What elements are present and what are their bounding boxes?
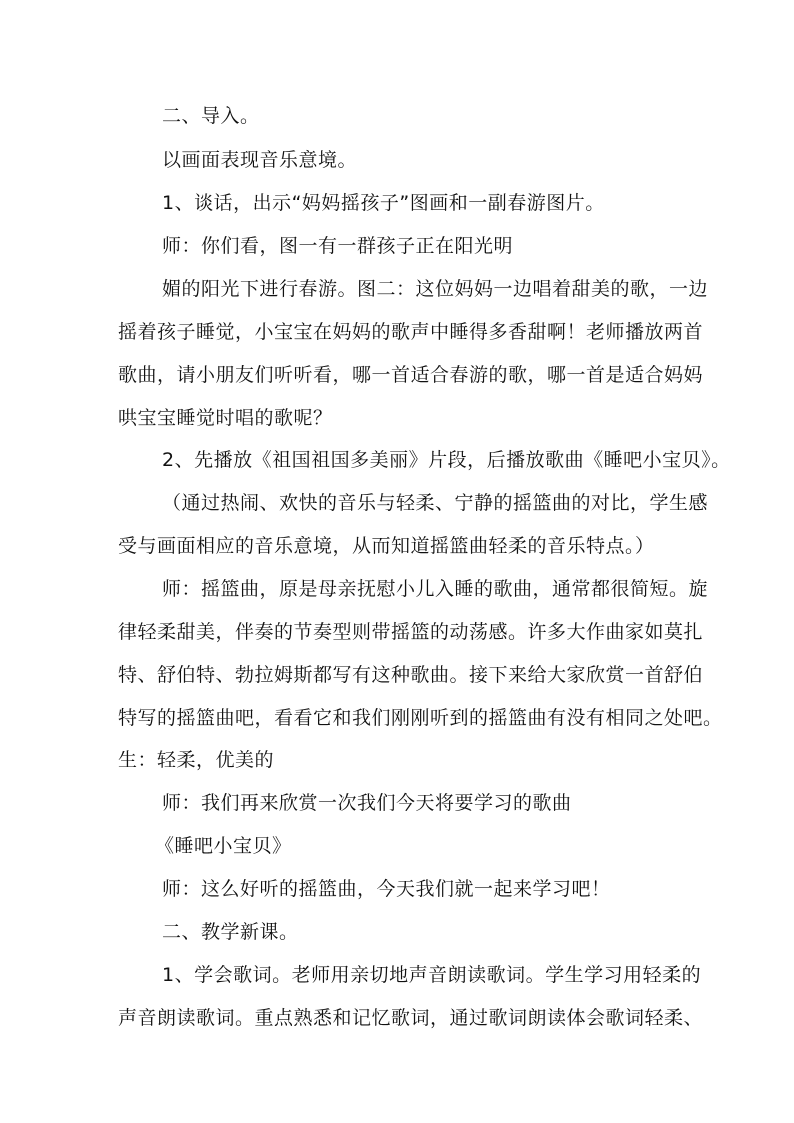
paragraph-line: 2、先播放《祖国祖国多美丽》片段，后播放歌曲《睡吧小宝贝》。: [162, 449, 731, 471]
paragraph-line: 师：我们再来欣赏一次我们今天将要学习的歌曲: [162, 792, 572, 814]
section-heading-intro: 二、导入。: [162, 105, 260, 127]
paragraph-line: 律轻柔甜美，伴奏的节奏型则带摇篮的动荡感。许多大作曲家如莫扎: [118, 621, 704, 643]
paragraph-line: 《睡吧小宝贝》: [155, 835, 292, 857]
paragraph-line: 歌曲，请小朋友们听听看，哪一首适合春游的歌，哪一首是适合妈妈: [118, 364, 704, 386]
paragraph-line: 师：摇篮曲，原是母亲抚慰小儿入睡的歌曲，通常都很简短。旋: [162, 578, 709, 600]
paragraph-line: 特写的摇篮曲吧，看看它和我们刚刚听到的摇篮曲有没有相同之处吧。: [118, 707, 723, 729]
paragraph-line: 1、学会歌词。老师用亲切地声音朗读歌词。学生学习用轻柔的: [162, 964, 702, 986]
paragraph-line: （通过热闹、欢快的音乐与轻柔、宁静的摇篮曲的对比，学生感: [162, 492, 709, 514]
paragraph-line: 师：你们看，图一有一群孩子正在阳光明: [162, 235, 514, 257]
paragraph-line: 摇着孩子睡觉，小宝宝在妈妈的歌声中睡得多香甜啊！老师播放两首: [118, 321, 704, 343]
paragraph-line: 哄宝宝睡觉时唱的歌呢？: [118, 407, 333, 429]
paragraph-line: 以画面表现音乐意境。: [162, 149, 358, 171]
paragraph-line: 声音朗读歌词。重点熟悉和记忆歌词，通过歌词朗读体会歌词轻柔、: [118, 1007, 704, 1029]
paragraph-line: 师：这么好听的摇篮曲，今天我们就一起来学习吧！: [162, 878, 611, 900]
paragraph-line: 受与画面相应的音乐意境，从而知道摇篮曲轻柔的音乐特点。）: [118, 535, 655, 557]
paragraph-line: 生：轻柔，优美的: [118, 749, 275, 771]
paragraph-line: 1、谈话，出示“妈妈摇孩子”图画和一副春游图片。: [162, 192, 605, 214]
section-heading-new-lesson: 二、教学新课。: [162, 921, 299, 943]
paragraph-line: 特、舒伯特、勃拉姆斯都写有这种歌曲。接下来给大家欣赏一首舒伯: [118, 664, 704, 686]
paragraph-line: 媚的阳光下进行春游。图二：这位妈妈一边唱着甜美的歌，一边: [162, 278, 709, 300]
